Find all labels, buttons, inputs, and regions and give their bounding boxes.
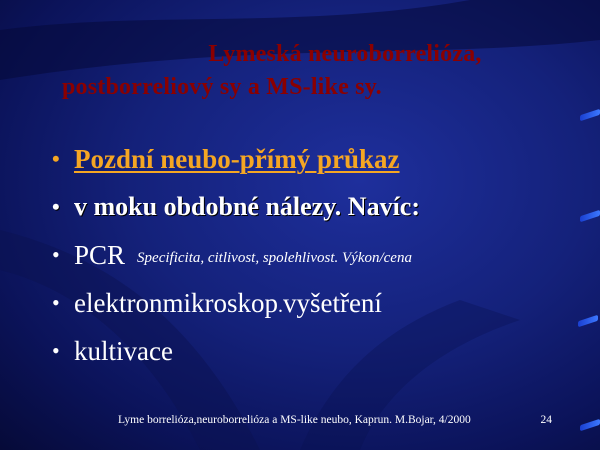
bullet-item-pcr (48, 236, 588, 284)
bullet-dot-icon: • (52, 194, 60, 219)
bullet-item-late-direct-proof (48, 140, 588, 188)
bullet-item-electron-microscopy (48, 284, 588, 332)
bullet-note: Specificita, citlivost, spolehlivost. Výkon/cena (137, 250, 412, 266)
bullet-list (48, 140, 588, 380)
bullet-text: kultivace (74, 336, 173, 366)
bullet-dot-icon: • (52, 146, 60, 171)
bullet-text-cont: vyšetření (282, 288, 382, 318)
bullet-text: PCR (74, 240, 126, 270)
title-line-2: postborreliový sy a MS-like sy. (62, 74, 382, 100)
bullet-text-dot: . (277, 295, 283, 317)
title-line-1: Lymeská neuroborrelióza, (208, 41, 482, 67)
bullet-dot-icon: • (52, 242, 60, 267)
bullet-item-csf-findings (48, 188, 588, 236)
bullet-text: Pozdní neubo-přímý průkaz (74, 144, 400, 174)
bullet-text: v moku obdobné nálezy. Navíc: (74, 192, 420, 221)
page-number: 24 (540, 414, 552, 426)
slide-footer: Lyme borrelióza,neuroborrelióza a MS-like neubo, Kaprun. M.Bojar, 4/2000 (118, 414, 471, 426)
bullet-item-culture (48, 332, 588, 380)
bullet-text: elektronmikroskop (74, 288, 278, 318)
slide-title (40, 38, 580, 104)
bullet-dot-icon: • (52, 290, 60, 315)
bullet-dot-icon: • (52, 338, 60, 363)
